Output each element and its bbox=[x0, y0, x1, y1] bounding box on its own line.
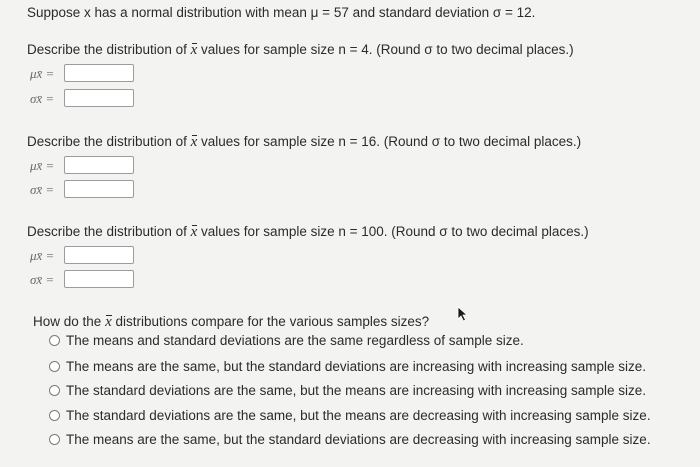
part1-suffix: values for sample size n = 4. (Round σ bbox=[197, 42, 433, 57]
question-suffix: distributions compare for the various samples sizes? bbox=[111, 314, 430, 329]
part3-suffix2: to two decimal places.) bbox=[447, 224, 589, 239]
radio-option-5[interactable] bbox=[49, 434, 60, 445]
problem-intro bbox=[27, 5, 535, 20]
part2-sd-label: σx̄ = bbox=[30, 182, 55, 197]
radio-option-2[interactable] bbox=[49, 361, 60, 372]
option-3-label: The standard deviations are the same, but the means are increasing with increasing sample size. bbox=[66, 383, 647, 398]
part2-mean-label: μx̄ = bbox=[30, 158, 55, 173]
part3-suffix: values for sample size n = 100. (Round σ bbox=[197, 224, 448, 239]
radio-option-4[interactable] bbox=[49, 410, 60, 421]
question-var: x bbox=[105, 314, 112, 330]
option-2-label: The means are the same, but the standard deviations are increasing with increasing sample size. bbox=[66, 359, 647, 374]
part3-xbar bbox=[191, 224, 198, 241]
part3-prefix: Describe the distribution of bbox=[27, 224, 187, 239]
part1-xbar bbox=[191, 42, 198, 59]
part2-xbar bbox=[191, 134, 198, 151]
part3-var: x bbox=[190, 224, 198, 240]
part3-sd-label: σx̄ = bbox=[30, 272, 55, 287]
part3-mean-input[interactable] bbox=[64, 246, 134, 264]
question-prefix: How do the bbox=[33, 314, 102, 329]
part3-prompt bbox=[27, 224, 589, 241]
part2-sd-input[interactable] bbox=[64, 180, 134, 198]
part3-mean-label: μx̄ = bbox=[30, 248, 55, 263]
compare-question bbox=[33, 314, 429, 331]
mouse-cursor-icon bbox=[457, 306, 469, 322]
part3-sd-input[interactable] bbox=[64, 270, 134, 288]
part1-suffix2: to two decimal places.) bbox=[432, 42, 574, 57]
option-1-label: The means and standard deviations are the same regardless of sample size. bbox=[66, 333, 524, 348]
part2-suffix2: to two decimal places.) bbox=[440, 134, 582, 149]
part2-mean-input[interactable] bbox=[64, 156, 134, 174]
part2-var: x bbox=[190, 134, 198, 150]
option-2[interactable] bbox=[49, 359, 646, 374]
part2-prompt bbox=[27, 134, 581, 151]
radio-option-1[interactable] bbox=[49, 335, 60, 346]
part1-sd-input[interactable] bbox=[64, 89, 134, 107]
part1-sd-label: σx̄ = bbox=[30, 91, 55, 106]
option-5-label: The means are the same, but the standard deviations are decreasing with increasing sample size. bbox=[66, 432, 651, 447]
part1-var: x bbox=[190, 42, 198, 58]
problem-intro-text: Suppose x has a normal distribution with mean μ = 57 and standard deviation σ = 12. bbox=[27, 5, 536, 20]
part2-suffix: values for sample size n = 16. (Round σ bbox=[197, 134, 441, 149]
part1-prompt bbox=[27, 42, 574, 59]
part1-mean-label: μx̄ = bbox=[30, 66, 55, 81]
option-5[interactable] bbox=[49, 432, 651, 447]
option-4-label: The standard deviations are the same, but the means are decreasing with increasing sample size. bbox=[66, 408, 651, 423]
option-1[interactable] bbox=[49, 333, 524, 348]
part1-mean-input[interactable] bbox=[64, 64, 134, 82]
part2-prefix: Describe the distribution of bbox=[27, 134, 187, 149]
radio-option-3[interactable] bbox=[49, 385, 60, 396]
question-xbar bbox=[105, 314, 112, 331]
option-4[interactable] bbox=[49, 408, 651, 423]
part1-prefix: Describe the distribution of bbox=[27, 42, 187, 57]
option-3[interactable] bbox=[49, 383, 646, 398]
